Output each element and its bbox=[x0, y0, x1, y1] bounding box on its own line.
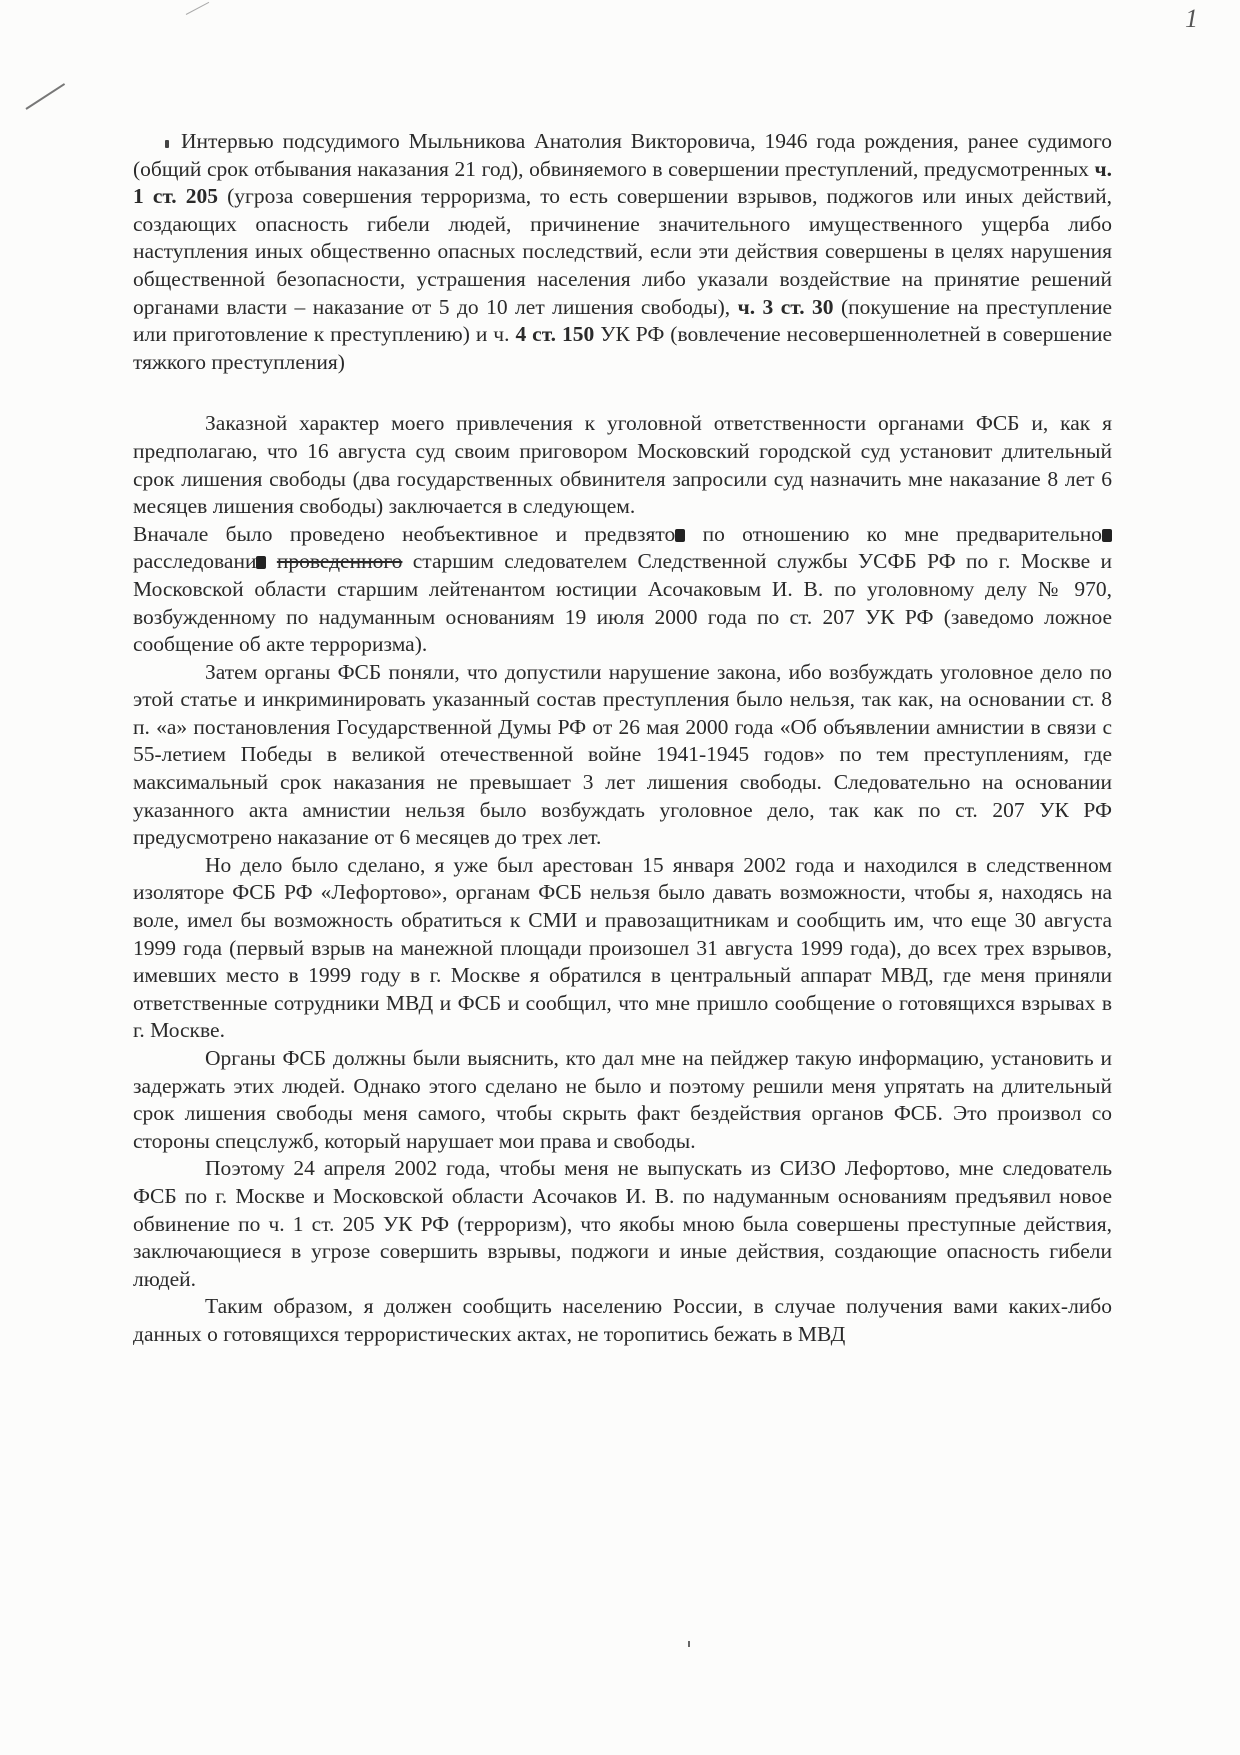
intro-text-3: (покушение на преступление или приготовление к преступлению) и ч. bbox=[133, 294, 1112, 347]
paragraph-1: Заказной характер моего привлечения к уголовной ответственности органами ФСБ и, как я предполагаю, что 16 августа суд своим приговором Московский городской суд установит длительный срок лишения свободы (два государственных обвинителя запросили суд назначить мне наказание 8 лет 6 месяцев лишения свободы) заключается в следующем. bbox=[133, 411, 1112, 519]
paragraph-2-text-d: старшим следователем Следственной службы УСФБ РФ по г. Москве и Московской области старшим лейтенантом юстиции Асочаковым И. В. по уголовному делу № 970, возбужденному по надуманным основаниям 19 июля 2000 года по ст. 207 УК РФ (заведомо ложное сообщение об акте терроризма). bbox=[133, 549, 1112, 657]
intro-text-1: Интервью подсудимого Мыльникова Анатолия Викторовича, 1946 года рождения, ранее судимого (общий срок отбывания наказания 21 год), обвиняемого в совершении преступлений, предусмотренных bbox=[133, 129, 1112, 181]
paragraph-3: Затем органы ФСБ поняли, что допустили нарушение закона, ибо возбуждать уголовное дело по этой статье и инкриминировать указанный состав преступления было нельзя, так как, на основании ст. 8 п. «а» постановления Государственной Думы РФ от 26 мая 2000 года «Об объявлении амнистии в связи с 55-летием Победы в великой отечественной войне 1941-1945 годов» по тем преступлениям, где максимальный срок наказания не превышает 3 лет лишения свободы. Следовательно на основании указанного акта амнистии нельзя было возбуждать уголовное дело, так как по ст. 207 УК РФ предусмотрено наказание от 6 месяцев до трех лет. bbox=[133, 659, 1112, 850]
document-body bbox=[133, 128, 1112, 1349]
paragraph-2-text-b: по отношению ко мне предварительно bbox=[685, 521, 1103, 546]
scan-mark bbox=[186, 2, 209, 15]
struck-word: проведенного bbox=[276, 549, 403, 574]
paragraph-6: Поэтому 24 апреля 2002 года, чтобы меня не выпускать из СИЗО Лефортово, мне следователь ФСБ по г. Москве и Московской области Асочаков И. В. по надуманным основаниям предъявил новое обвинение по ч. 1 ст. 205 УК РФ (терроризм), что якобы мною была совершены преступные действия, заключающиеся в угрозе совершить взрывы, поджоги и иные действия, создающие опасность гибели людей. bbox=[133, 1156, 1112, 1291]
ink-blot bbox=[1102, 529, 1112, 542]
ink-blot bbox=[256, 556, 266, 569]
paragraph-2-text-a: Вначале было проведено необъективное и предвзято bbox=[133, 521, 676, 546]
paragraph-7: Таким образом, я должен сообщить населению России, в случае получения вами каких-либо данных о готовящихся террористических актах, не торопитись бежать в МВД bbox=[133, 1294, 1112, 1346]
margin-pen-mark bbox=[25, 83, 65, 110]
page-number: 1 bbox=[1185, 4, 1198, 33]
intro-text-4: УК РФ (вовлечение несовершеннолетней в совершение тяжкого преступления) bbox=[133, 322, 1113, 374]
ink-blot bbox=[675, 529, 685, 542]
scan-speck bbox=[688, 1641, 690, 1647]
article-ref-3: 4 ст. 150 bbox=[515, 322, 595, 347]
article-ref-1: ч. 1 ст. 205 bbox=[133, 156, 1112, 209]
spacer bbox=[133, 376, 1112, 410]
article-ref-2: ч. 3 ст. 30 bbox=[737, 294, 834, 319]
intro-paragraph bbox=[133, 128, 1112, 376]
intro-text-2: (угроза совершения терроризма, то есть совершении взрывов, поджогов или иных действий, создающих опасность гибели людей, причинение значительного имущественного ущерба либо наступления иных общественно опасных последствий, если эти действия совершены в целях нарушения общественной безопасности, устрашения населения либо указали воздействие на принятие решений органами власти – наказание от 5 до 10 лет лишения свободы), bbox=[133, 184, 1112, 319]
paragraph-2 bbox=[133, 521, 1112, 659]
paragraph-2-text-c: расследовани bbox=[133, 549, 257, 574]
paragraph-5: Органы ФСБ должны были выяснить, кто дал мне на пейджер такую информацию, установить и задержать этих людей. Однако этого сделано не было и поэтому решили меня упрятать на длительный срок лишения свободы меня самого, чтобы скрыть факт бездействия органов ФСБ. Это произвол со стороны спецслужб, который нарушает мои права и свободы. bbox=[133, 1046, 1112, 1153]
paragraph-4: Но дело было сделано, я уже был арестован 15 января 2002 года и находился в следственном изоляторе ФСБ РФ «Лефортово», органам ФСБ нельзя было давать возможности, чтобы я, находясь на воле, имел бы возможность обратиться к СМИ и правозащитникам и сообщить им, что еще 30 августа 1999 года (первый взрыв на манежной площади произошел 31 августа 1999 года), до всех трех взрывов, имевших место в 1999 году в г. Москве я обратился в центральный аппарат МВД, где меня приняли ответственные сотрудники МВД и ФСБ и сообщил, что мне пришло сообщение о готовящихся взрывах в г. Москве. bbox=[133, 852, 1112, 1043]
